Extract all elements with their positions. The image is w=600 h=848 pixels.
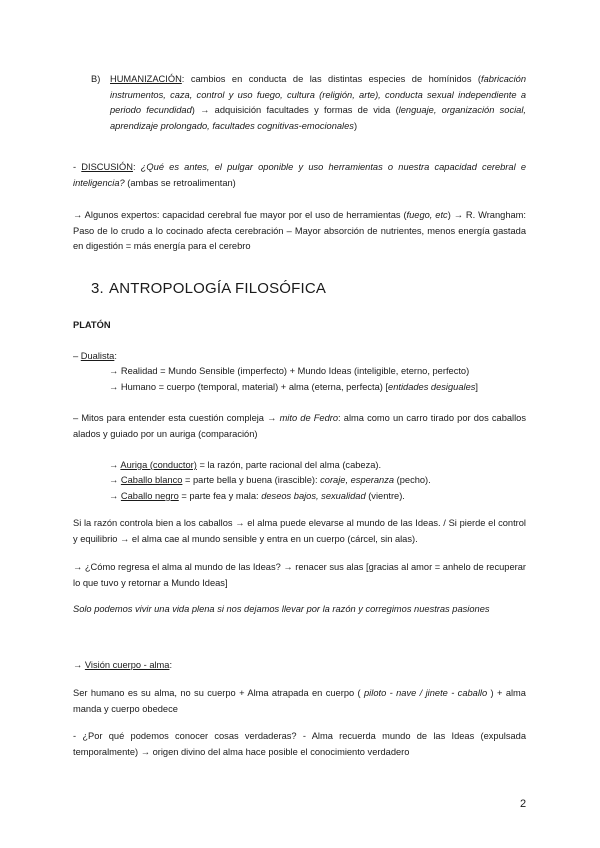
page-number: 2	[520, 798, 527, 810]
humano-line: → Humano = cuerpo (temporal, material) + alma (eterna, perfecta) [entidades desiguales]	[109, 382, 478, 392]
list-marker: B)	[91, 74, 101, 84]
section-title: ANTROPOLOGÍA FILOSÓFICA	[109, 280, 327, 297]
humanizacion-paragraph: HUMANIZACIÓN: cambios en conducta de las distintas especies de homínidos (fabricación instrumentos, caza, control y uso fuego, cultura (religión, arte), conducta sexual independiente a periodo fecundidad) → adquisición facultades y formas de vida (lenguaje, organización social, aprendizaje prolongado, facultades cognitivas-emocionales)	[110, 74, 526, 131]
dualista-label: – Dualista:	[73, 351, 117, 361]
ser-humano-paragraph: Ser humano es su alma, no su cuerpo + Alma atrapada en cuerpo ( piloto - nave / jinete - caballo ) + alma manda y cuerpo obedece	[73, 688, 526, 714]
discusion-term: DISCUSIÓN	[81, 162, 133, 172]
razon-paragraph: Si la razón controla bien a los caballos → el alma puede elevarse al mundo de las Ideas. / Si pierde el control y equilibrio → el alma cae al mundo sensible y entra en un cuerpo (cárcel, sin alas).	[73, 518, 526, 544]
expertos-paragraph: → Algunos expertos: capacidad cerebral fue mayor por el uso de herramientas (fuego, etc) → R. Wrangham: Paso de lo crudo a lo cocinado afecta cerebración – Mayor absorción de nutrientes, menos energía gastada en digestión = más energía para el cerebro	[73, 210, 526, 251]
humanizacion-examples: fabricación instrumentos, caza, control y uso fuego, cultura (religión, arte), conducta sexual independiente a periodo fecundidad	[110, 74, 526, 115]
discusion-paragraph: - DISCUSIÓN: ¿Qué es antes, el pulgar oponible y uso herramientas o nuestra capacidad cerebral e inteligencia? (ambas se retroalimentan)	[73, 162, 527, 188]
caballo-blanco-line: → Caballo blanco = parte bella y buena (irascible): coraje, esperanza (pecho).	[109, 475, 431, 485]
humanizacion-facultades: lenguaje, organización social, aprendizaje prolongado, facultades cognitivas-emocionales	[110, 105, 526, 131]
section-number: 3.	[91, 280, 104, 297]
humanizacion-term: HUMANIZACIÓN	[110, 74, 182, 84]
vision-label: → Visión cuerpo - alma:	[73, 660, 173, 670]
caballo-negro-line: → Caballo negro = parte fea y mala: deseos bajos, sexualidad (vientre).	[109, 491, 405, 501]
mitos-paragraph: – Mitos para entender esta cuestión compleja → mito de Fedro: alma como un carro tirado por dos caballos alados y guiado por un auriga (comparación)	[73, 413, 526, 439]
solo-paragraph: Solo podemos vivir una vida plena si nos dejamos llevar por la razón y corregimos nuestras pasiones	[73, 604, 490, 614]
porque-paragraph: - ¿Por qué podemos conocer cosas verdaderas? - Alma recuerda mundo de las Ideas (expulsada temporalmente) → origen divino del alma hace posible el conocimiento verdadero	[73, 731, 526, 757]
realidad-line: → Realidad = Mundo Sensible (imperfecto) + Mundo Ideas (inteligible, eterno, perfecto)	[109, 366, 470, 376]
auriga-line: → Auriga (conductor) = la razón, parte racional del alma (cabeza).	[109, 460, 382, 470]
discusion-question: ¿Qué es antes, el pulgar oponible y uso herramientas o nuestra capacidad cerebral e inteligencia?	[73, 162, 527, 188]
platon-heading: PLATÓN	[73, 320, 111, 330]
regresa-paragraph: → ¿Cómo regresa el alma al mundo de las Ideas? → renacer sus alas [gracias al amor = anhelo de recuperar lo que tuvo y retornar a Mundo Ideas]	[73, 562, 526, 588]
